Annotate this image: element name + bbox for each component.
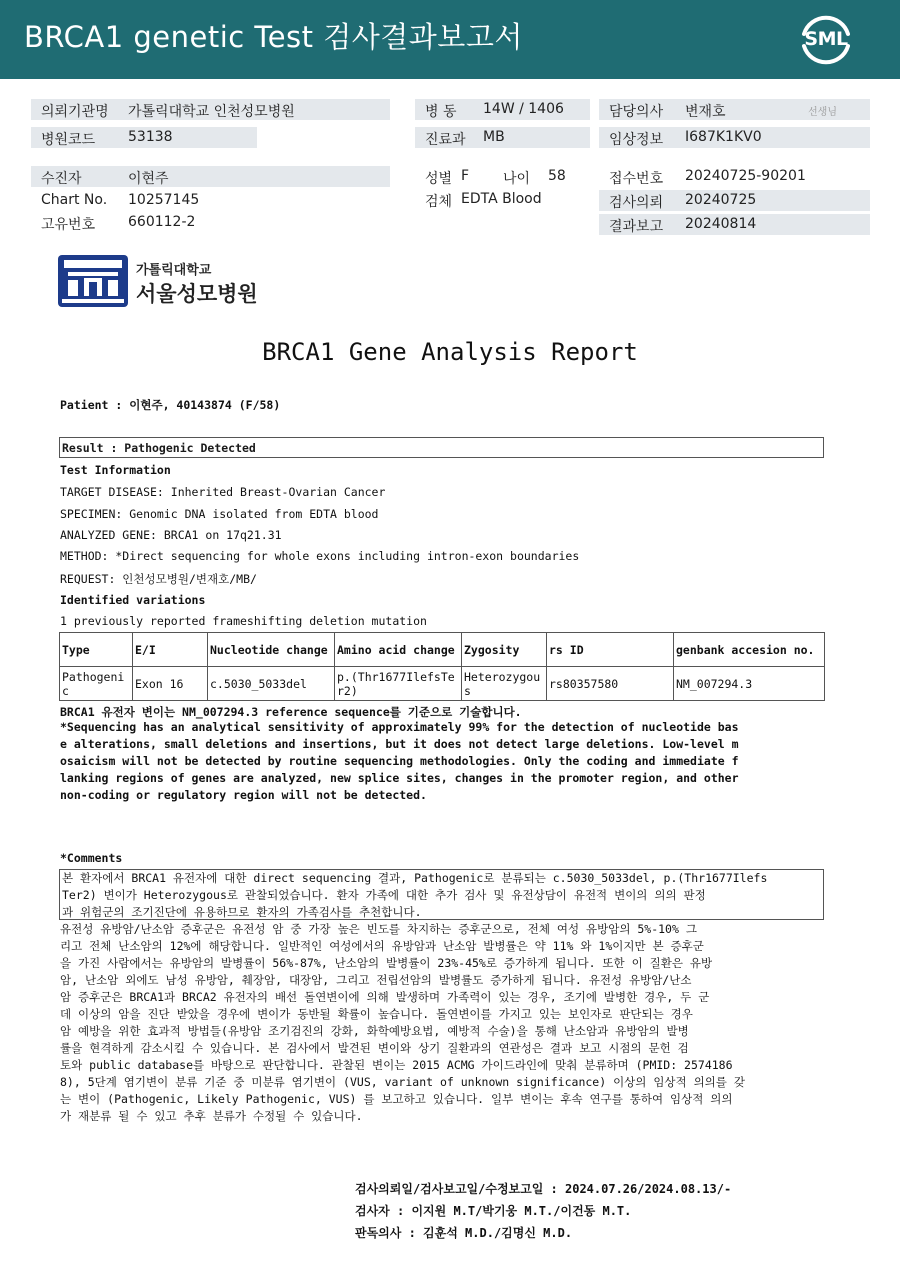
department-row [415, 127, 590, 148]
receipt-no-value: 20240725-90201 [685, 168, 806, 184]
chart-no-value: 10257145 [128, 192, 200, 208]
hospital-logo [58, 255, 128, 307]
header-genbank-accession: genbank accesion no. [674, 633, 825, 667]
sensitivity-note: *Sequencing has an analytical sensitivity of approximately 99% for the detection of nucleotide bas e alterations, small deletions and insertions, but it does not detect large deletions. Low-level m osaicism will not be detected by routine sequencing methodologies. Only the coding and immediate f lanking regions of genes are analyzed, new splice sites, changes in the promoter region, and other non-coding or regulatory region will not be detected. [60, 720, 739, 802]
result-line: Result : Pathogenic Detected [62, 441, 256, 455]
requesting-institution-value: 가톨릭대학교 인천성모병원 [128, 104, 295, 120]
report-date-row [599, 214, 870, 235]
cell-amino-acid-change: p.(Thr1677IlefsTer2) [335, 667, 462, 701]
comment-box [59, 869, 824, 920]
patient-label: 수진자 [41, 171, 82, 187]
hospital-code-row [31, 127, 257, 148]
cell-genbank-accession: NM_007294.3 [674, 667, 825, 701]
ward-row [415, 99, 590, 120]
hospital-code-value: 53138 [128, 129, 173, 145]
requesting-institution-label: 의뢰기관명 [41, 104, 109, 120]
hospital-seal-icon [58, 255, 128, 307]
specimen-row [415, 189, 590, 210]
cell-rs-id: rs80357580 [547, 667, 674, 701]
hospital-code-label: 병원코드 [41, 132, 96, 148]
hospital-name-small: 가톨릭대학교 [136, 263, 212, 278]
hospital-name-large: 서울성모병원 [136, 282, 258, 306]
reference-note: BRCA1 유전자 변이는 NM_007294.3 reference sequence를 기준으로 기술합니다. [60, 705, 522, 719]
request-line: REQUEST: 인천성모병원/변재호/MB/ [60, 572, 257, 586]
header-banner [0, 0, 900, 79]
patient-value: 이현주 [128, 171, 169, 187]
header-amino-acid-change: Amino acid change [335, 633, 462, 667]
sml-logo [796, 10, 856, 70]
variation-table-header [60, 633, 825, 667]
unique-no-value: 660112-2 [128, 214, 196, 230]
header-rs-id: rs ID [547, 633, 674, 667]
cell-type: Pathogenic [60, 667, 133, 701]
request-date-value: 20240725 [685, 192, 757, 208]
physician-suffix: 선생님 [808, 107, 837, 118]
comment-box-text: 본 환자에서 BRCA1 유전자에 대한 direct sequencing 결과, Pathogenic로 분류되는 c.5030_5033del, p.(Thr1677Ilefs Ter2) 변이가 Heterozygous로 관찰되었습니다. 환자 가족에 대한 추가 검사 및 유전상담이 유전적 변이의 의의 판정 과 위험군의 조기진단에 유용하므로 환자의 가족검사를 추천합니다. [62, 871, 768, 919]
report-header-title: BRCA1 genetic Test 검사결과보고서 [24, 20, 523, 54]
target-disease-line: TARGET DISEASE: Inherited Breast-Ovarian Cancer [60, 485, 386, 499]
report-date-label: 결과보고 [609, 219, 664, 235]
chart-no-label: Chart No. [41, 192, 108, 208]
physician-label: 담당의사 [609, 104, 664, 120]
ward-value: 14W / 1406 [483, 101, 564, 117]
sml-logo-text: SML [804, 28, 848, 50]
request-date-row [599, 190, 870, 211]
header-nucleotide-change: Nucleotide change [208, 633, 335, 667]
variation-summary-line: 1 previously reported frameshifting deletion mutation [60, 614, 427, 628]
comment-body: 유전성 유방암/난소암 증후군은 유전성 암 중 가장 높은 빈도를 차지하는 증후군으로, 전체 여성 유방암의 5%-10% 그 리고 전체 난소암의 12%에 해당합니다. 일반적인 여성에서의 유방암과 난소암 발병률은 약 11% 와 1%이지만 본 증후군 을 가진 사람에서는 유방암의 발병률이 56%-87%, 난소암의 발병률이 23%-45%로 증가하게 됩니다. 또한 이 질환은 유방 암, 난소암 외에도 남성 유방암, 췌장암, 대장암, 그리고 전립선암의 발병률도 증가하게 됩니다. 유전성 유방암/난소 암 증후군은 BRCA1과 BRCA2 유전자의 배선 돌연변이에 의해 발생하며 가족력이 있는 경우, 조기에 발병한 경우, 두 군 데 이상의 암을 진단 받았을 경우에 변이가 동반될 확률이 높습니다. 돌연변이를 가지고 있는 보인자로 판단되는 경우 암 예방을 위한 효과적 방법들(유방암 조기검진의 강화, 화학예방요법, 예방적 수술)을 통해 난소암과 유방암의 발병 률을 현격하게 감소시킬 수 있습니다. 본 검사에서 발견된 변이와 상기 질환과의 연관성은 결과 보고 시점의 문헌 검 토와 public database를 바탕으로 판단합니다. 관찰된 변이는 2015 ACMG 가이드라인에 맞춰 분류하며 (PMID: 2574186 8), 5단계 염기변이 분류 기준 중 미분류 염기변이 (VUS, variant of unknown significance) 이상의 임상적 의의를 갖 는 변이 (Pathogenic, Likely Pathogenic, VUS) 를 보고하고 있습니다. 일부 변이는 후속 연구를 통하여 임상적 의의 가 재분류 될 수 있고 추후 분류가 수정될 수 있습니다. [60, 922, 745, 1123]
header-exon-intron: E/I [133, 633, 208, 667]
cell-exon-intron: Exon 16 [133, 667, 208, 701]
requesting-institution-row [31, 99, 390, 120]
physician-row [599, 99, 870, 120]
report-title: BRCA1 Gene Analysis Report [262, 338, 638, 366]
request-date-label: 검사의뢰 [609, 195, 664, 211]
department-label: 진료과 [425, 132, 466, 148]
specimen-line: SPECIMEN: Genomic DNA isolated from EDTA blood [60, 507, 379, 521]
clinical-info-row [599, 127, 870, 148]
sex-age-row [415, 166, 590, 187]
cell-nucleotide-change: c.5030_5033del [208, 667, 335, 701]
physician-value: 변재호 [685, 104, 726, 120]
receipt-no-label: 접수번호 [609, 171, 664, 187]
age-value: 58 [548, 168, 566, 184]
specimen-value: EDTA Blood [461, 191, 542, 207]
reader-line: 판독의사 : 김훈석 M.D./김명신 M.D. [355, 1226, 573, 1240]
analyzed-gene-line: ANALYZED GENE: BRCA1 on 17q21.31 [60, 528, 282, 542]
examiner-line: 검사자 : 이지원 M.T/박기웅 M.T./이건동 M.T. [355, 1204, 632, 1218]
clinical-info-label: 임상정보 [609, 132, 664, 148]
report-date-value: 20240814 [685, 216, 757, 232]
header-zygosity: Zygosity [462, 633, 547, 667]
method-line: METHOD: *Direct sequencing for whole exons including intron-exon boundaries [60, 549, 580, 563]
chart-no-row [31, 190, 390, 211]
identified-heading: Identified variations [60, 593, 206, 607]
variation-table [59, 632, 825, 701]
header-type: Type [60, 633, 133, 667]
dates-line: 검사의뢰일/검사보고일/수정보고일 : 2024.07.26/2024.08.13/- [355, 1182, 732, 1196]
sex-value: F [461, 168, 470, 184]
patient-line: Patient : 이현주, 40143874 (F/58) [60, 398, 281, 412]
specimen-label: 검체 [425, 194, 453, 210]
cell-zygosity: Heterozygous [462, 667, 547, 701]
department-value: MB [483, 129, 505, 145]
clinical-info-value: I687K1KV0 [685, 129, 762, 145]
unique-no-label: 고유번호 [41, 217, 96, 233]
receipt-no-row [599, 166, 870, 187]
result-box [59, 437, 824, 458]
sex-label: 성별 [425, 171, 453, 187]
patient-row [31, 166, 390, 187]
ward-label: 병 동 [425, 104, 457, 120]
test-info-heading: Test Information [60, 463, 171, 477]
comments-heading: *Comments [60, 851, 123, 865]
age-label: 나이 [503, 171, 531, 187]
unique-no-row [31, 212, 390, 233]
table-row [60, 667, 825, 701]
